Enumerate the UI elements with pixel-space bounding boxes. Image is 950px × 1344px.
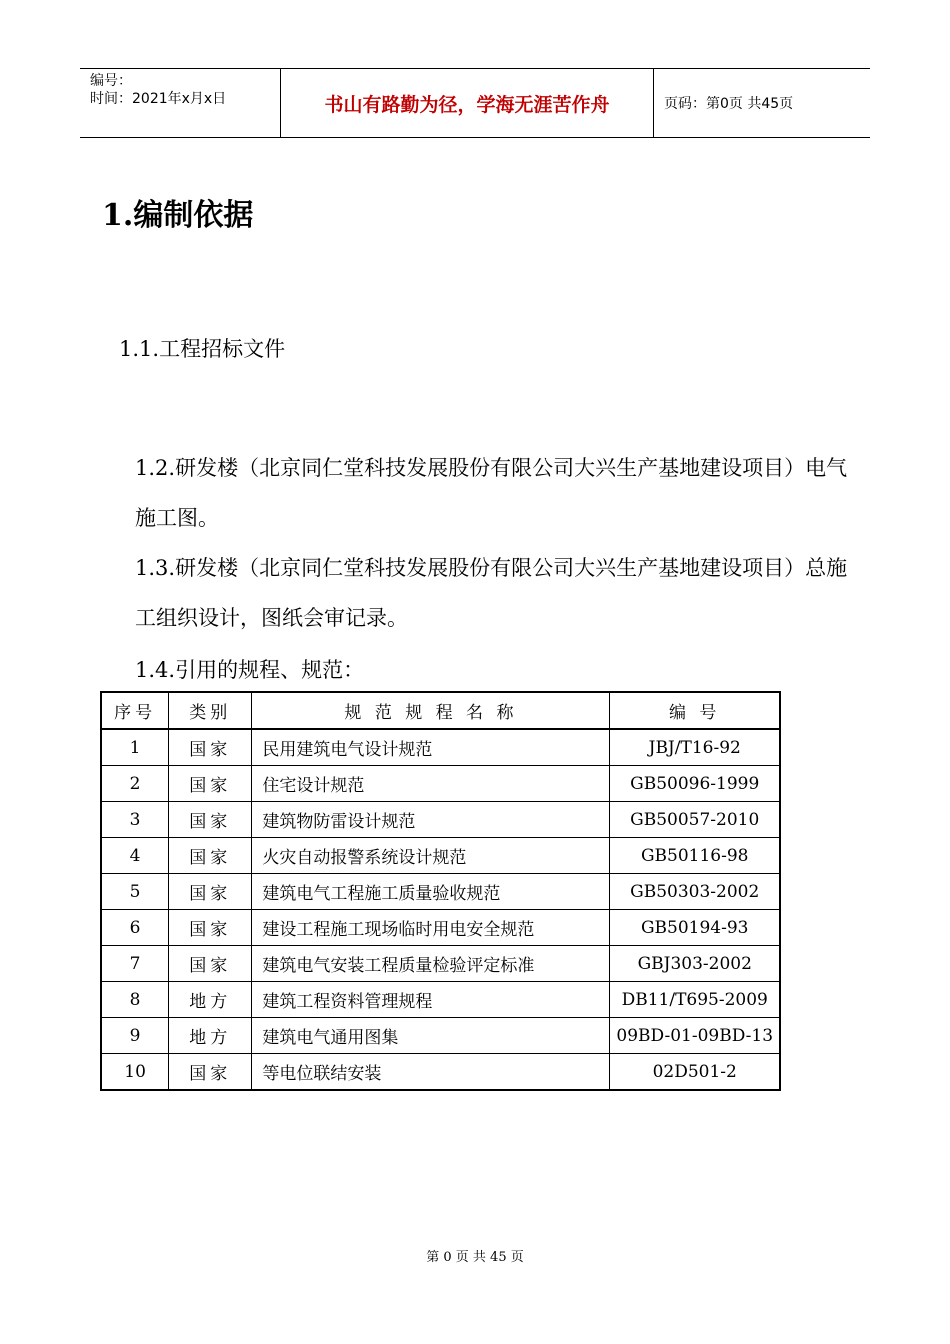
col-header-category: 类别 (169, 692, 252, 729)
cell-category: 国家 (169, 910, 252, 946)
cell-code: GB50116-98 (610, 838, 780, 874)
cell-seq: 9 (101, 1018, 169, 1054)
table-row (101, 1054, 780, 1091)
cell-seq: 10 (101, 1054, 169, 1091)
cell-code: GB50194-93 (610, 910, 780, 946)
cell-name: 住宅设计规范 (252, 766, 610, 802)
col-header-name: 规 范 规 程 名 称 (252, 692, 610, 729)
cell-seq: 4 (101, 838, 169, 874)
regulations-table (100, 691, 781, 1091)
cell-name: 建筑工程资料管理规程 (252, 982, 610, 1018)
table-row (101, 729, 780, 766)
cell-seq: 2 (101, 766, 169, 802)
item-1-4: 1.4.引用的规程、规范： (135, 658, 365, 682)
item-1-3: 1.3.研发楼（北京同仁堂科技发展股份有限公司大兴生产基地建设项目）总施工组织设计，图纸会审记录。 (135, 556, 848, 630)
cell-category: 国家 (169, 802, 252, 838)
cell-name: 建筑电气通用图集 (252, 1018, 610, 1054)
table-row (101, 838, 780, 874)
header-number-label: 编号： (90, 73, 132, 89)
section-title: 1.编制依据 (102, 198, 254, 233)
col-header-seq: 序号 (101, 692, 169, 729)
cell-category: 国家 (169, 766, 252, 802)
cell-seq: 6 (101, 910, 169, 946)
col-header-code: 编 号 (610, 692, 780, 729)
cell-code: GB50096-1999 (610, 766, 780, 802)
page-footer: 第 0 页 共 45 页 (426, 1250, 524, 1265)
cell-name: 火灾自动报警系统设计规范 (252, 838, 610, 874)
table-row (101, 1018, 780, 1054)
cell-category: 国家 (169, 729, 252, 766)
cell-name: 建设工程施工现场临时用电安全规范 (252, 910, 610, 946)
cell-seq: 5 (101, 874, 169, 910)
cell-name: 等电位联结安装 (252, 1054, 610, 1091)
table-row (101, 874, 780, 910)
cell-category: 地方 (169, 1018, 252, 1054)
cell-category: 国家 (169, 874, 252, 910)
cell-seq: 7 (101, 946, 169, 982)
cell-seq: 1 (101, 729, 169, 766)
table-header-row (101, 692, 780, 729)
header-motto: 书山有路勤为径，学海无涯苦作舟 (281, 69, 654, 137)
cell-code: 09BD-01-09BD-13 (610, 1018, 780, 1054)
cell-seq: 8 (101, 982, 169, 1018)
cell-code: GB50057-2010 (610, 802, 780, 838)
table-row (101, 946, 780, 982)
header-left-cell (80, 69, 281, 137)
cell-seq: 3 (101, 802, 169, 838)
cell-code: 02D501-2 (610, 1054, 780, 1091)
table-row (101, 982, 780, 1018)
table-row (101, 910, 780, 946)
cell-category: 国家 (169, 838, 252, 874)
cell-category: 地方 (169, 982, 252, 1018)
cell-code: DB11/T695-2009 (610, 982, 780, 1018)
cell-category: 国家 (169, 946, 252, 982)
header-page-info: 页码：第0页 共45页 (664, 96, 794, 112)
cell-name: 民用建筑电气设计规范 (252, 729, 610, 766)
cell-category: 国家 (169, 1054, 252, 1091)
header-time-label: 时间：2021年x月x日 (90, 91, 227, 107)
cell-code: GB50303-2002 (610, 874, 780, 910)
page-header (80, 68, 870, 138)
cell-name: 建筑电气工程施工质量验收规范 (252, 874, 610, 910)
table-row (101, 766, 780, 802)
table-row (101, 802, 780, 838)
item-1-2: 1.2.研发楼（北京同仁堂科技发展股份有限公司大兴生产基地建设项目）电气施工图。 (135, 456, 848, 530)
item-1-1: 1.1.工程招标文件 (119, 337, 286, 361)
cell-code: GBJ303-2002 (610, 946, 780, 982)
cell-name: 建筑物防雷设计规范 (252, 802, 610, 838)
cell-name: 建筑电气安装工程质量检验评定标准 (252, 946, 610, 982)
cell-code: JBJ/T16-92 (610, 729, 780, 766)
